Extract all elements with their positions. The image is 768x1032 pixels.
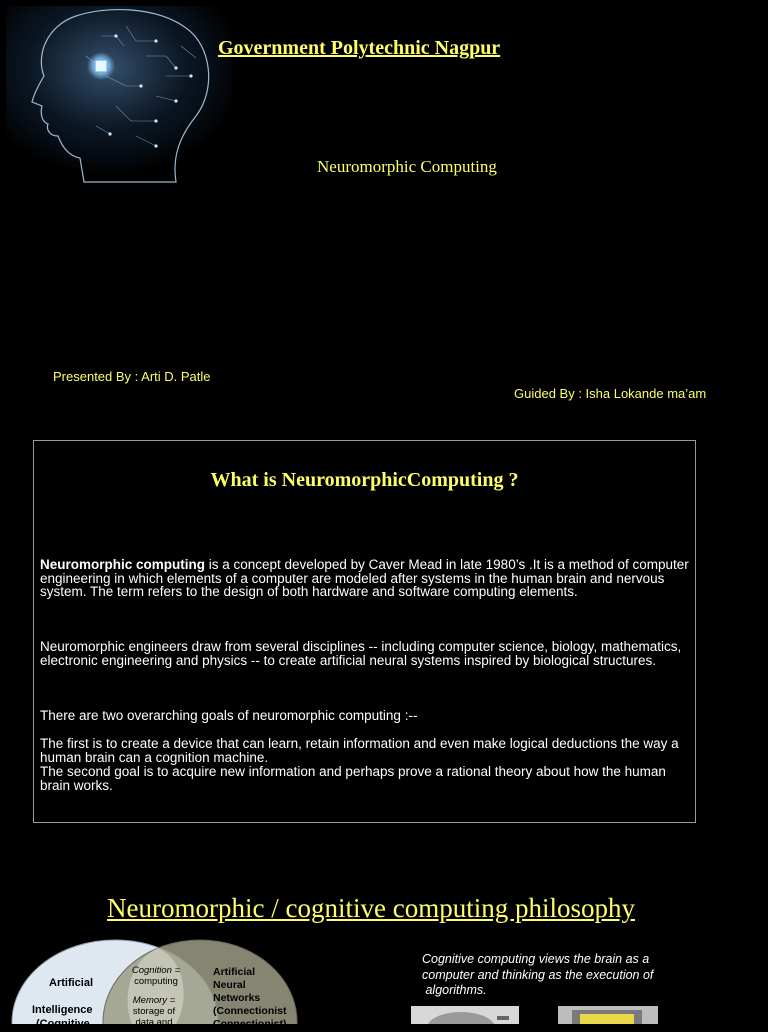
definition-paragraph bbox=[40, 558, 690, 599]
venn-mid-line4: storage of bbox=[132, 1006, 176, 1017]
goal-one: The first is to create a device that can learn, retain information and even make logical deductions the way a human brain can a cognition machine. bbox=[40, 736, 679, 765]
venn-right-line3: Networks bbox=[213, 992, 261, 1004]
philosophy-heading: Neuromorphic / cognitive computing philosophy bbox=[107, 893, 635, 923]
venn-mid-line5: data and bbox=[135, 1017, 173, 1028]
thumbnail-image-2 bbox=[558, 1006, 658, 1024]
cognitive-caption bbox=[422, 952, 682, 999]
venn-right-line2: Neural bbox=[213, 979, 246, 991]
goals-intro: There are two overarching goals of neuromorphic computing :-- bbox=[40, 708, 418, 723]
goal-two: The second goal is to acquire new information and perhaps prove a rational theory about how the human brain works. bbox=[40, 764, 666, 793]
definition-text: is a concept developed by Caver Mead in late 1980’s .It is a method of computer engineering in which elements of a computer are modeled after systems in the human brain and nervous system. The term refers to the design of both hardware and software computing elements. bbox=[40, 557, 689, 600]
thumbnail-image-1 bbox=[411, 1006, 519, 1024]
ai-brain-head-image bbox=[6, 6, 232, 184]
slide-heading: What is NeuromorphicComputing ? bbox=[210, 469, 519, 491]
venn-right-line1: Artificial bbox=[213, 966, 256, 978]
computer-monitor-icon bbox=[558, 1006, 658, 1024]
guided-by: Guided By : Isha Lokande ma’am bbox=[514, 386, 707, 401]
ai-brain-head-icon bbox=[6, 6, 232, 184]
venn-right-line5: Connectionist) bbox=[213, 1018, 287, 1030]
venn-labels bbox=[0, 930, 310, 1030]
presented-by: Presented By : Arti D. Patle bbox=[53, 369, 211, 384]
term-bold: Neuromorphic computing bbox=[40, 557, 205, 572]
venn-right-line4: (Connectionist bbox=[213, 1005, 287, 1017]
venn-mid-line1: Cognition = bbox=[131, 965, 181, 976]
disciplines-paragraph: Neuromorphic engineers draw from several disciplines -- including computer science, biology, mathematics, electronic engineering and physics -- to create artificial neural systems inspired by biological structures. bbox=[40, 639, 682, 668]
caption-line-2: computer and thinking as the execution of bbox=[422, 967, 654, 982]
venn-left-sub2: (Cognitive bbox=[36, 1018, 90, 1030]
college-title: Government Polytechnic Nagpur bbox=[218, 37, 501, 59]
venn-left-sub1: Intelligence bbox=[32, 1004, 93, 1016]
slide-what-is-neuromorphic bbox=[33, 440, 696, 823]
venn-mid-line2: computing bbox=[134, 976, 178, 987]
caption-line-3: algorithms. bbox=[422, 983, 487, 997]
presentation-subtitle: Neuromorphic Computing bbox=[317, 157, 497, 176]
head-silhouette-icon bbox=[411, 1006, 519, 1024]
caption-line-1: Cognitive computing views the brain as a bbox=[422, 952, 650, 966]
venn-mid-line3: Memory = bbox=[132, 995, 176, 1006]
venn-left-title: Artificial bbox=[49, 977, 94, 989]
